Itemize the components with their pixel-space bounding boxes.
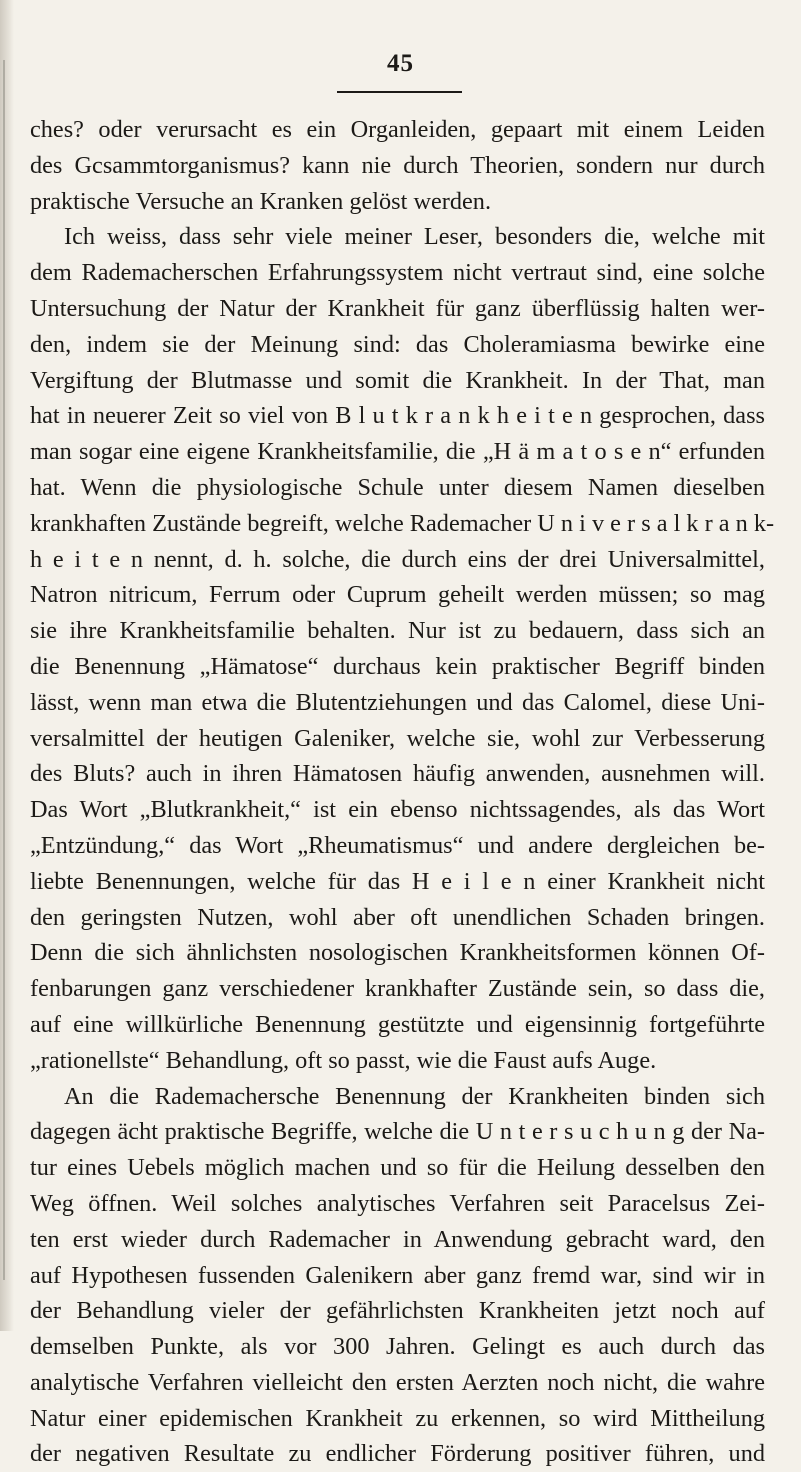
text-line: „Entzündung,“ das Wort „Rheumatismus“ und andere dergleichen be- <box>30 831 765 859</box>
header-rule <box>337 91 462 93</box>
text-line: analytische Verfahren vielleicht den ersten Aerzten noch nicht, die wahre <box>30 1368 765 1396</box>
text-line: auf eine willkürliche Benennung gestützte und eigensinnig fortgeführte <box>30 1010 765 1038</box>
text-line: hat. Wenn die physiologische Schule unter diesem Namen dieselben <box>30 473 765 501</box>
text-line: ten erst wieder durch Rademacher in Anwendung gebracht ward, den <box>30 1225 765 1253</box>
text-line: den geringsten Nutzen, wohl aber oft unendlichen Schaden bringen. <box>30 903 765 931</box>
text-line: Das Wort „Blutkrankheit,“ ist ein ebenso nichtssagendes, als das Wort <box>30 796 765 824</box>
text-line: Weg öffnen. Weil solches analytisches Verfahren seit Paracelsus Zei- <box>30 1189 765 1217</box>
text-line: sie ihre Krankheitsfamilie behalten. Nur ist zu bedauern, dass sich an <box>30 617 765 645</box>
text-line: Denn die sich ähnlichsten nosologischen Krankheitsformen können Of- <box>30 939 765 967</box>
text-line: demselben Punkte, als vor 300 Jahren. Gelingt es auch durch das <box>30 1333 765 1361</box>
text-line: lässt, wenn man etwa die Blutentziehungen und das Calomel, diese Uni- <box>30 688 765 716</box>
text-line: versalmittel der heutigen Galeniker, welche sie, wohl zur Verbesserung <box>30 724 765 752</box>
text-line: tur eines Uebels möglich machen und so für die Heilung desselben den <box>30 1154 765 1182</box>
text-line: hat in neuerer Zeit so viel von B l u t k r a n k h e i t e n gesprochen, dass <box>30 402 765 430</box>
text-line: der negativen Resultate zu endlicher Förderung positiver führen, und <box>30 1440 765 1468</box>
text-line: den, indem sie der Meinung sind: das Choleramiasma bewirke eine <box>30 330 765 358</box>
text-line: dem Rademacherschen Erfahrungssystem nicht vertraut sind, eine solche <box>30 259 765 287</box>
text-line: fenbarungen ganz verschiedener krankhafter Zustände sein, so dass die, <box>30 975 765 1003</box>
text-line: praktische Versuche an Kranken gelöst werden. <box>30 187 492 215</box>
text-line: krankhaften Zustände begreift, welche Rademacher U n i v e r s a l k r a n k- <box>30 509 775 537</box>
text-line: des Bluts? auch in ihren Hämatosen häufig anwenden, ausnehmen will. <box>30 760 765 788</box>
text-line: auf Hypothesen fussenden Galenikern aber ganz fremd war, sind wir in <box>30 1261 765 1289</box>
text-line: Ich weiss, dass sehr viele meiner Leser, besonders die, welche mit <box>64 223 765 251</box>
text-line: des Gcsammtorganismus? kann nie durch Theorien, sondern nur durch <box>30 151 765 179</box>
text-line: Untersuchung der Natur der Krankheit für ganz überflüssig halten wer- <box>30 294 765 322</box>
text-line: „rationellste“ Behandlung, oft so passt, wie die Faust aufs Auge. <box>30 1046 657 1074</box>
text-line: h e i t e n nennt, d. h. solche, die durch eins der drei Universalmittel, <box>30 545 765 573</box>
text-line: Natron nitricum, Ferrum oder Cuprum geheilt werden müssen; so mag <box>30 581 765 609</box>
text-line: man sogar eine eigene Krankheitsfamilie, die „H ä m a t o s e n“ erfunden <box>30 438 765 466</box>
text-line: An die Rademachersche Benennung der Krankheiten binden sich <box>64 1082 765 1110</box>
text-line: der Behandlung vieler der gefährlichsten Krankheiten jetzt noch auf <box>30 1297 765 1325</box>
text-line: Vergiftung der Blutmasse und somit die Krankheit. In der That, man <box>30 366 765 394</box>
text-line: dagegen ächt praktische Begriffe, welche die U n t e r s u c h u n g der Na- <box>30 1118 765 1146</box>
page-binding-edge <box>0 0 14 1331</box>
page-text <box>30 112 775 1472</box>
text-line: die Benennung „Hämatose“ durchaus kein praktischer Begriff binden <box>30 652 765 680</box>
page-number: 45 <box>387 50 414 77</box>
text-line: liebte Benennungen, welche für das H e i l e n einer Krankheit nicht <box>30 867 765 895</box>
text-line: ches? oder verursacht es ein Organleiden, gepaart mit einem Leiden <box>30 116 765 143</box>
text-line: Natur einer epidemischen Krankheit zu erkennen, so wird Mittheilung <box>30 1404 765 1432</box>
